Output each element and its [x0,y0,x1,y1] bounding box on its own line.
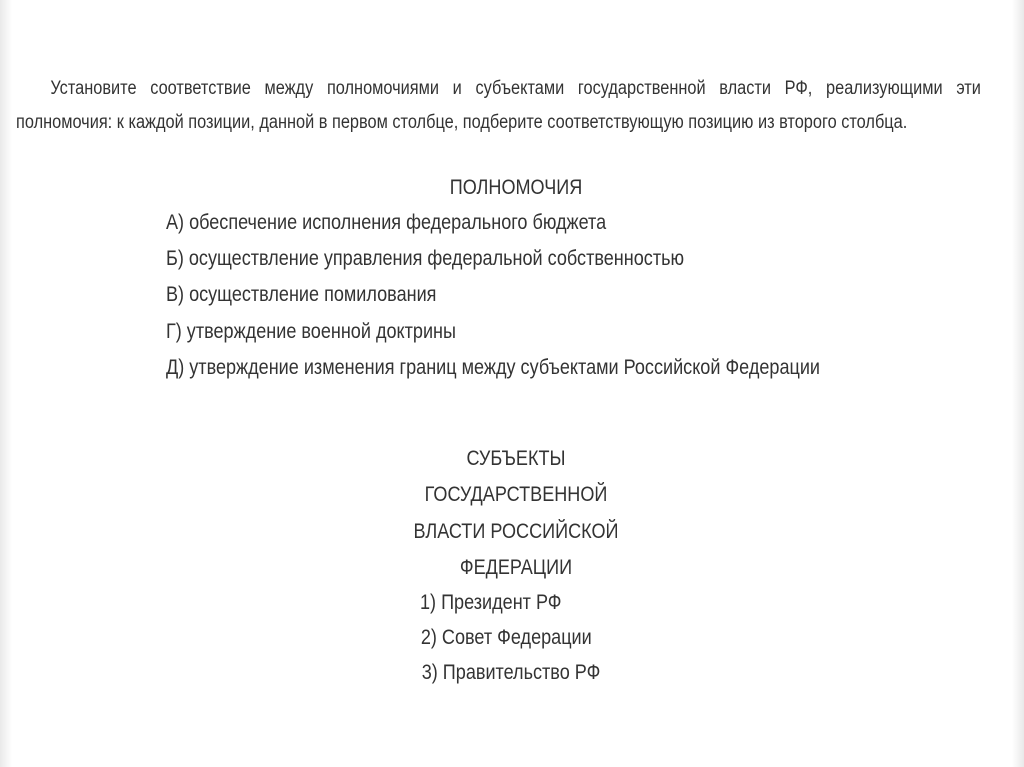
power-item-b: Б) осуществление управления федеральной собственностью [166,247,685,271]
subjects-list [420,585,630,690]
power-item-v: В) осуществление помилования [166,283,437,307]
powers-heading: ПОЛНОМОЧИЯ [449,176,583,199]
subjects-heading [0,441,1024,587]
subjects-heading-line-1: СУБЪЕКТЫ [466,447,566,470]
power-item-g: Г) утверждение военной доктрины [166,319,457,343]
subjects-heading-line-2: ГОСУДАРСТВЕННОЙ [424,483,608,507]
task-instruction-line-2: полномочия: к каждой позиции, данной в первом столбце, подберите соответствующую позицию из второго столбца. [16,112,908,133]
subjects-heading-line-3: ВЛАСТИ РОССИЙСКОЙ [413,519,619,543]
subject-item-3: 3) Правительство РФ [421,661,601,684]
power-item-a: А) обеспечение исполнения федерального бюджета [166,211,607,234]
task-instruction-line-1: Установите соответствие между полномочиями и субъектами государственной власти РФ, реализующими эти [50,78,981,99]
power-item-d: Д) утверждение изменения границ между субъектами Российской Федерации [166,355,821,379]
task-instruction [16,72,1016,140]
left-edge-shadow [0,0,12,767]
subject-item-1: 1) Президент РФ [420,591,562,614]
subjects-heading-line-4: ФЕДЕРАЦИИ [459,556,573,580]
subject-item-2: 2) Совет Федерации [420,626,592,649]
powers-list [166,205,927,386]
